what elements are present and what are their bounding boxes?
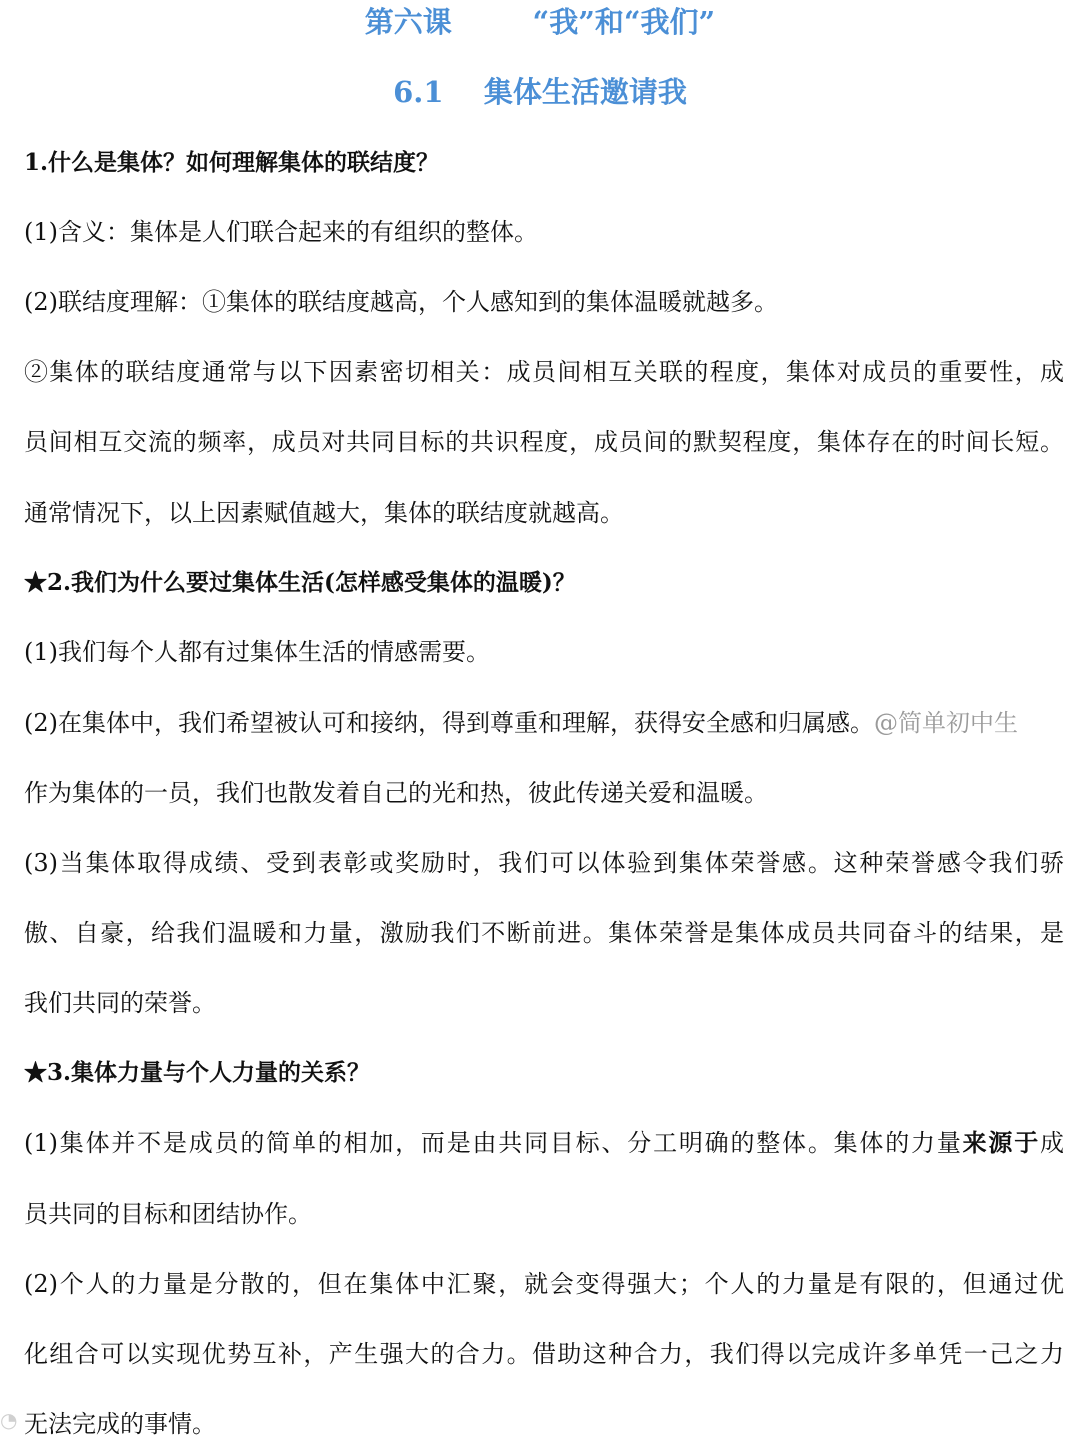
q1-line-3: ②集体的联结度通常与以下因素密切相关：成员间相互关联的程度，集体对成员的重要性，成 [24,358,1064,386]
q2-line-1: (1)我们每个人都有过集体生活的情感需要。 [24,638,490,666]
q1-line-1: (1)含义：集体是人们联合起来的有组织的整体。 [24,218,538,246]
q3-line-4: 化组合可以实现优势互补，产生强大的合力。借助这种合力，我们得以完成许多单凭一己之力 [24,1340,1064,1368]
question-2-heading: ★2.我们为什么要过集体生活(怎样感受集体的温暖)？ [24,569,576,596]
q2-line-3: 作为集体的一员，我们也散发着自己的光和热，彼此传递关爱和温暖。 [24,779,768,807]
q2-line-2-text: (2)在集体中，我们希望被认可和接纳，得到尊重和理解，获得安全感和归属感。 [24,709,874,737]
q1-line-4: 员间相互交流的频率，成员对共同目标的共识程度，成员间的默契程度，集体存在的时间长短。 [24,428,1064,456]
q3-line-2: 员共同的目标和团结协作。 [24,1200,312,1228]
q3-line-1-text: (1)集体并不是成员的简单的相加，而是由共同目标、分工明确的整体。集体的力量 [24,1129,963,1157]
q1-line-5: 通常情况下，以上因素赋值越大，集体的联结度就越高。 [24,499,624,527]
q3-line-5: 无法完成的事情。 [24,1410,216,1438]
q1-line-2: (2)联结度理解：①集体的联结度越高，个人感知到的集体温暖就越多。 [24,288,778,316]
q2-line-5: 傲、自豪，给我们温暖和力量，激励我们不断前进。集体荣誉是集体成员共同奋斗的结果，是 [24,919,1064,947]
q2-line-6: 我们共同的荣誉。 [24,989,216,1017]
q2-line-4: (3)当集体取得成绩、受到表彰或奖励时，我们可以体验到集体荣誉感。这种荣誉感令我们骄 [24,849,1064,877]
section-title: 6.1 集体生活邀请我 [393,75,687,109]
question-1-heading: 1.什么是集体？如何理解集体的联结度？ [24,149,440,176]
lesson-title: 第六课 “我”和“我们” [364,5,716,39]
q2-line-2 [24,703,1064,743]
watermark-text: @简单初中生 [874,709,1018,737]
q3-line-1 [24,1123,1064,1163]
question-3-heading: ★3.集体力量与个人力量的关系？ [24,1059,371,1086]
corner-watermark-icon: ◔ [0,1408,18,1432]
q3-line-3: (2)个人的力量是分散的，但在集体中汇聚，就会变得强大；个人的力量是有限的，但通过优 [24,1270,1064,1298]
q3-line-1-end: 成 [1040,1129,1064,1157]
q3-line-1-emphasis: 来源于 [962,1128,1040,1157]
